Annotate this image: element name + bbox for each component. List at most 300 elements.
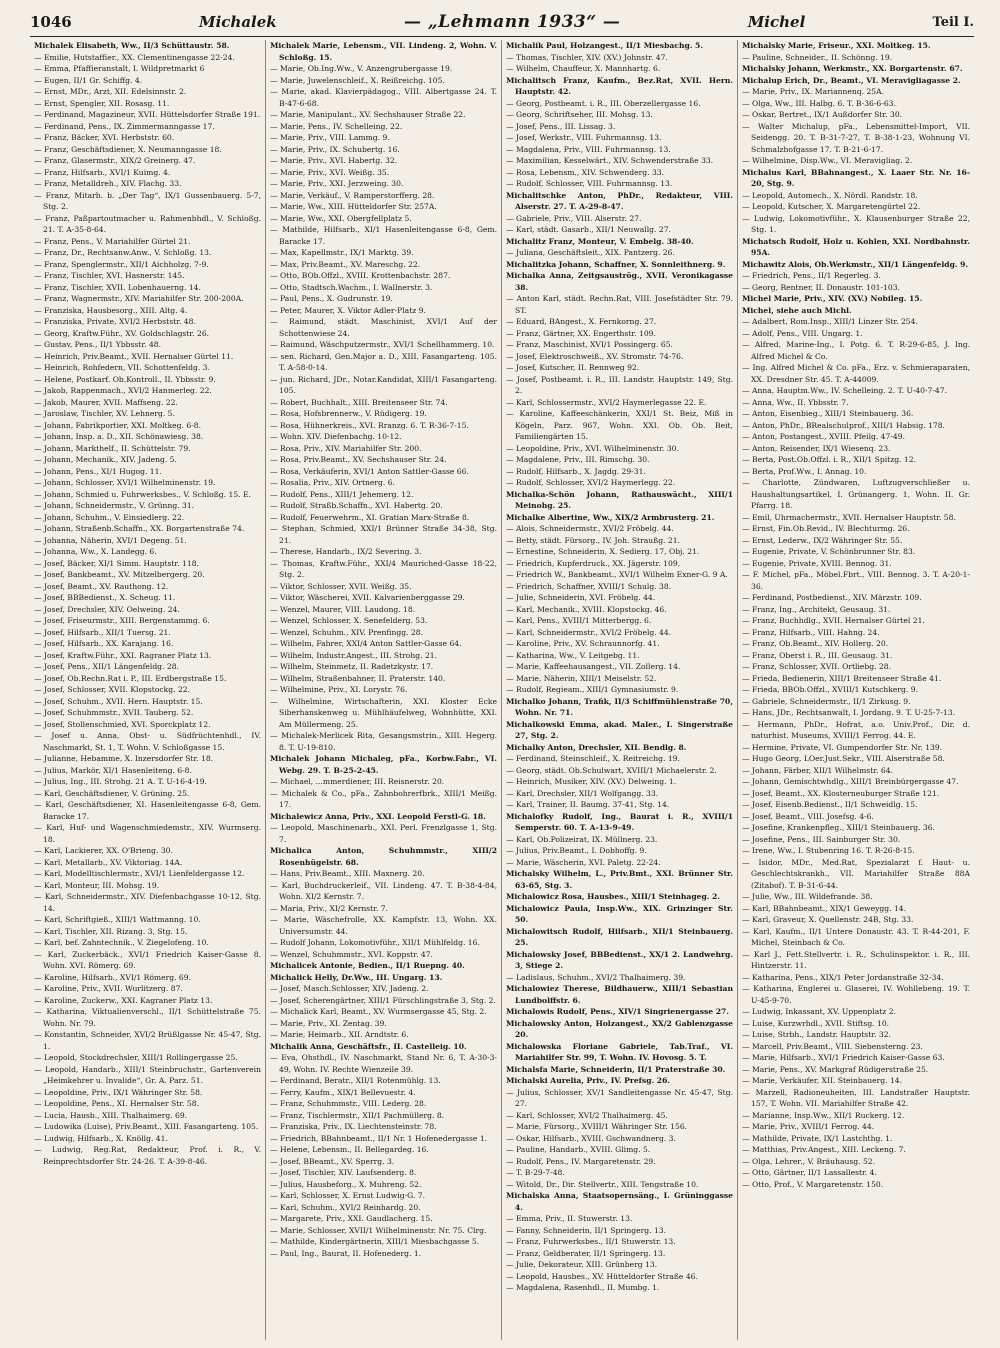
- directory-entry: — Matthias, Priv.Angest., XIII. Leckeng. 7.: [742, 1145, 906, 1154]
- directory-entry: — Magdalena, Rasenhdl., II. Mumbg. 1.: [506, 1283, 660, 1292]
- directory-entry: — Rudolf, Hilfsarb., X. Jagdg. 29-31.: [506, 466, 646, 476]
- directory-entry: — Franz, Metalldreh., XIV. Flachg. 33.: [34, 179, 182, 188]
- directory-entry: — Karl, Geschäftsdiener, V. Grüning. 25.: [34, 788, 190, 798]
- directory-entry: — Magdalene, Priv., III. Rimschg. 30.: [506, 455, 650, 464]
- directory-entry: — Otto, Prof., V. Margaretenstr. 150.: [742, 1179, 884, 1189]
- directory-entry: — Wilhelm, Straßenbahner, II. Praterstr. 140.: [270, 673, 446, 683]
- directory-entry: — Rudolf, Pens., IV. Margaretenstr. 29.: [506, 1156, 656, 1166]
- directory-entry: — Josef, Schuhm., XVII. Hern. Hauptstr. 15.: [34, 696, 203, 706]
- directory-entry: — Franz, Paßpartoutmacher u. Rahmenbhdl., V. Schloßg. 21. T. A-35-8-64.: [34, 213, 261, 234]
- directory-entry: — Leopold, Automech., X. Nördl. Randstr. 18.: [742, 190, 918, 200]
- directory-entry: — Josef, Pens., XII/1 Längenfeldg. 28.: [34, 662, 179, 671]
- directory-entry: — Josef, Eisenb.Bedienst., II/1 Schweidlg. 15.: [742, 800, 918, 809]
- directory-entry: — Marie, Hilfsarb., XVI/1 Friedrich Kaiser-Gasse 63.: [742, 1053, 945, 1062]
- directory-entry: — Anton, PhDr., BRealschulprof., XIII/1 Habsig. 178.: [742, 420, 945, 430]
- directory-entry: — Adolf, Pens., VIII. Ungarg. 1.: [742, 328, 863, 338]
- directory-entry: Michalko Johann, Trafik, II/3 Schiffmühlenstraße 70, Wohn. Nr. 71.: [506, 696, 733, 717]
- directory-entry: — Leopoldine, Pens., XI. Hernalser Str. 58.: [34, 1099, 199, 1108]
- part-label: Teil I.: [932, 14, 974, 30]
- directory-entry: — Karl, Schneidermstr., XIV. Diefenbachgasse 10-12, Stg. 14.: [34, 892, 261, 913]
- directory-entry: — Franz, Tischler, XVII. Lobenhauerng. 14.: [34, 282, 201, 292]
- directory-entry: — Olga, Lehrer., V. Bräuhausg. 52.: [742, 1156, 876, 1166]
- directory-entry: — Stephan, Schmied, XXI/1 Brünner Straße 34-38, Stg. 21.: [270, 524, 497, 545]
- directory-entry: — Max, Priv.Beamt., XV. Mareschg. 22.: [270, 259, 421, 269]
- directory-entry: Michalik Paul, Holzangest., II/1 Miesbachg. 5.: [506, 41, 703, 50]
- directory-entry: — Karl, Huf- und Wagenschmiedemstr., XIV. Wurmserg. 18.: [34, 823, 261, 844]
- directory-entry: — Franz, Buchhdlg., XVII. Hernalser Gürtel 21.: [742, 616, 925, 625]
- directory-entry: — Marie, Verkäuf., V. Ramperstorfferg. 28.: [270, 190, 435, 200]
- directory-entry: — Rudolf, Schlosser, XVI/2 Haymerlegg. 22.: [506, 478, 676, 487]
- directory-entry: — Julius, Markör, XI/1 Hasenleiteng. 6-8.: [34, 765, 192, 775]
- directory-entry: — Olga, Ww., III. Halbg. 6. T. B-36-6-63.: [742, 98, 896, 108]
- directory-entry: — Karl, Trainer, II. Baumg. 37-41, Stg. 14.: [506, 800, 670, 809]
- directory-entry: — Helene, Lebensm., II. Bellegardeg. 16.: [270, 1145, 429, 1154]
- directory-entry: — Jakob, Rappenmach., XVI/2 Hanmerleg. 22.: [34, 386, 212, 395]
- directory-entry: — Ludowika (Luise), Priv.Beamt., XIII. Fasangarteng. 105.: [34, 1122, 259, 1131]
- directory-entry: — Michalek-Merlicek Rita, Gesangsmstrin., XIII. Hegerg. 8. T. U-19-810.: [270, 731, 497, 752]
- directory-entry: — Leopold, Maschinenarb., XXI. Perl. Frenzlgasse 1, Stg. 7.: [270, 823, 497, 844]
- directory-entry: — Otto, Gärtner, II/1 Lassallestr. 4.: [742, 1168, 877, 1177]
- directory-entry: — Robert, Buchhalt., XIII. Breitenseer Str. 74.: [270, 397, 448, 407]
- directory-entry: — Karl, bef. Zahntechnik., V. Ziegelofeng. 10.: [34, 938, 209, 947]
- directory-entry: — Rudolf Johann, Lokomotivführ., XII/1 Mühlfeldg. 16.: [270, 938, 480, 947]
- directory-entry: — Karl, Lackierer, XX. O'Brieng. 30.: [34, 846, 173, 855]
- directory-entry: — Karoline, Priv., XV. Schraunnorfg. 41.: [506, 639, 660, 648]
- directory-entry: — Franz, Tischler, XVI. Hasnerstr. 145.: [34, 271, 185, 280]
- directory-entry: — Josef, Elektroschweiß., XV. Stromstr. 74-76.: [506, 351, 684, 361]
- directory-entry: — Wohn. XIV. Diefenbachg. 10-12.: [270, 432, 402, 441]
- directory-entry: — Rosalia, Priv., XIV. Ortnerg. 6.: [270, 478, 395, 487]
- directory-entry: — Karl, Drechsler, XII/1 Wolfgangg. 33.: [506, 788, 659, 798]
- directory-entry: — Franz, Gärtner, XX. Engerthstr. 109.: [506, 328, 656, 338]
- directory-entry: Michalowicz Rosa, Hausbes., XIII/1 Steinhageg. 2.: [506, 892, 720, 901]
- directory-entry: Michalicek Antonie, Bedien., II/1 Ruepng. 40.: [270, 961, 465, 970]
- directory-entry: — Franz, Wagnermstr., XIV. Mariahilfer Str. 200-200A.: [34, 294, 244, 303]
- right-headword: Michel: [747, 13, 806, 31]
- directory-entry: — Karl, Ob.Polizeirat, IX. Müllnerg. 23.: [506, 834, 658, 844]
- directory-entry: — Karl, Tischler, XII. Rizang. 3, Stg. 15.: [34, 926, 188, 936]
- directory-entry: — Gustav, Pens., II/1 Ybbsstr. 48.: [34, 340, 162, 349]
- directory-entry: — Michalick Karl, Beamt., XV. Wurmsergasse 45, Stg. 2.: [270, 1007, 487, 1016]
- directory-entry: — Lucia, Hausb., XIII. Thalhaimerg. 69.: [34, 1110, 188, 1120]
- directory-entry: — Pauline, Schneider., II. Schönng. 19.: [742, 52, 893, 62]
- directory-entry: — Karoline, Kaffeeschänkerin, XXI/1 St. Beiz, Miß in Kögeln, Parz. 967, Wohn. XXI. Ob. Ob. Beit, Familiengärten 15.: [506, 409, 733, 441]
- directory-entry: — Ernst, Spengler, XII. Rosasg. 11.: [34, 98, 170, 108]
- directory-entry: — Franz, Dr., Rechtsanw.Anw., V. Schloßg. 13.: [34, 248, 212, 257]
- directory-entry: — Charlotte, Zündwaren, Luftzugverschließer u. Haushaltungsartikel, I. Grünangerg. 1, Wohn. II. Gr. Pfarrg. 18.: [742, 478, 970, 510]
- directory-entry: — Thomas, Tischler, XIV. (XV.) Johnstr. 47.: [506, 52, 668, 62]
- directory-entry: — Karl, Buchdruckerleif., VII. Lindeng. 47. T. B-38-4-84, Wohn. XI/2 Kernstr. 7.: [270, 880, 497, 901]
- directory-entry: — Ferdinand, Magazineur, XVII. Hüttelsdorfer Straße 191.: [34, 110, 261, 119]
- directory-entry: Michalsfa Marie, Schneiderin, II/1 Praterstraße 30.: [506, 1064, 726, 1074]
- directory-entry: — Michalek & Co., pFa., Zahnbohrerfbrk., XIII/1 Meißg. 17.: [270, 788, 497, 809]
- directory-entry: — Marie, Priv., IX. Mariannenq. 25A.: [742, 87, 885, 96]
- directory-entry: — Karl, städt. Gasarb., XII/1 Neuwallg. 27.: [506, 225, 671, 234]
- directory-entry: — Anton, Eisenbieg., XIII/1 Steinbauerg. 36.: [742, 409, 914, 418]
- directory-entry: — Marie, Priv., VIII. Lammg. 9.: [270, 133, 390, 142]
- directory-entry: Michalowicz Paula, Insp.Ww., XIX. Grinzinger Str. 50.: [506, 903, 733, 924]
- directory-entry: — Luise, Kurzwrhdl., XVII. Stiftsg. 10.: [742, 1018, 890, 1028]
- directory-entry: Michalowis Rudolf, Pens., XIV/1 Singrienergasse 27.: [506, 1007, 729, 1016]
- directory-entry: — Karl, Schlosser, XVI/2 Thalhaimerg. 45.: [506, 1110, 668, 1120]
- directory-entry: Michalsky Wilhelm, L., Priv.Bmt., XXI. Brünner Str. 63-65, Stg. 3.: [506, 869, 733, 890]
- directory-entry: — Ludwig, Inkassant, XV. Uppenplatz 2.: [742, 1007, 896, 1016]
- directory-entry: Michalitzka Johann, Schaffner, X. Sonnleithnerg. 9.: [506, 259, 726, 269]
- directory-entry: — Raimund, Wäschputzermstr., XVI/1 Schellhammerg. 10.: [270, 340, 495, 349]
- directory-entry: — Karl, Monteur, III. Mohsg. 19.: [34, 880, 160, 890]
- directory-entry: Michalsky Marie, Friseur., XXI. Moltkeg. 15.: [742, 41, 931, 50]
- directory-entry: Michalofky Rudolf, Ing., Baurat i. R., XVIII/1 Semperstr. 60. T. A-13-9-49.: [506, 811, 733, 832]
- directory-entry: — Marie, Pens., IV. Schelleing. 22.: [270, 121, 403, 131]
- directory-entry: — Josef, Pens., III. Lissag. 3.: [506, 121, 616, 131]
- directory-entry: — Marie, akad. Klavierpädagog., VIII. Albertgasse 24. T. B-47-6-68.: [270, 87, 497, 108]
- directory-entry: Michalek Johann Michaleg, pFa., Korbw.Fabr., VI. Webg. 29. T. B-25-2-45.: [270, 754, 497, 775]
- directory-entry: — Karl, Zuckerbäck., XVI/1 Friedrich Kaiser-Gasse 8. Wohn. XVI. Römerg. 69.: [34, 949, 261, 970]
- directory-entry: — Marie, Fürsorg., XVIII/1 Währinger Str. 156.: [506, 1122, 688, 1131]
- directory-entry: — Johann, Färber, XII/1 Wilhelmstr. 64.: [742, 765, 893, 775]
- directory-entry: — Johann, Schneidermstr., V. Grünng. 31.: [34, 501, 195, 510]
- directory-entry: — Wilhelm, Fahrer, XXI/4 Anton Sattler-Gasse 64.: [270, 639, 462, 648]
- directory-entry: — Rosa, Priv.Beamt., XV. Sechshauser Str. 24.: [270, 455, 447, 464]
- directory-entry: — Hermann, PhDr., Hofrat, a.o. Univ.Prof., Dir. d. naturhist. Museums, XVIII/1 Ferrog. 44. E.: [742, 719, 970, 740]
- directory-entry: — T. B-29-7-48.: [506, 1168, 565, 1177]
- directory-entry: — Josef, Hilfsarb., XII/1 Tuersg. 21.: [34, 627, 171, 637]
- directory-entry: — Peter, Maurer, X. Viktor Adler-Platz 9.: [270, 305, 426, 315]
- directory-entry: — Katharina, Englerei u. Glaserei, IV. Wohllebeng. 19. T. U-45-9-70.: [742, 984, 970, 1005]
- directory-entry: — Ferdinand, Beratr., XII/1 Rotenmühlg. 13.: [270, 1076, 441, 1085]
- directory-entry: Michalowitsch Rudolf, Hilfsarb., XII/1 Steinbauerg. 25.: [506, 926, 733, 947]
- directory-entry: — Ernst, MDr., Arzt, XII. Edelsinnstr. 2.: [34, 87, 187, 96]
- directory-entry: — Pauline, Handarb., XVIII. Glimg. 5.: [506, 1145, 651, 1154]
- directory-entry: — Anton, Reisender, IX/1 Wiesenq. 23.: [742, 443, 891, 453]
- directory-entry: — Max, Kapellmstr., IX/1 Marktg. 39.: [270, 248, 414, 257]
- directory-entry: — Wilhelm, Steinmetz, II. Radetzkystr. 17.: [270, 662, 434, 671]
- directory-entry: — Gabriele, Priv., VIII. Alserstr. 27.: [506, 213, 642, 223]
- directory-entry: — Leopold, Handarb., XIII/1 Steinbruchstr., Gartenverein „Heimkehrer u. Invalide“, Gr. A. Parz. 51.: [34, 1064, 261, 1085]
- directory-entry: Michalitsch Franz, Kaufm., Bez.Rat, XVII. Hern. Hauptstr. 42.: [506, 75, 733, 96]
- directory-entry: — Anna, Ww., II. Ybbsstr. 7.: [742, 397, 849, 407]
- directory-entry: — Josef, Beamt., XV. Rauthong. 12.: [34, 581, 169, 591]
- directory-entry: — Leopold, Stockdrechsler, XIII/1 Rollingergasse 25.: [34, 1053, 238, 1062]
- directory-entry: — Franz, Spenglermstr., XII/1 Aichholzg. 7-9.: [34, 259, 209, 269]
- directory-entry: — Josef, BBBedienst., X. Scheug. 11.: [34, 593, 176, 602]
- directory-entry: — Franz, Schuhmmstr., VIII. Lederg. 28.: [270, 1099, 427, 1108]
- directory-entry: — Eugenie, Private, V. Schönbrunner Str. 83.: [742, 547, 916, 556]
- directory-entry: — Josef, Schuhmmstr., XVII. Tauberg. 52.: [34, 708, 194, 717]
- directory-entry: — Margarete, Priv., XXI. Gaudlacherg. 15.: [270, 1214, 433, 1223]
- directory-entry: Michalick Helly, Dr.Ww., III. Ungarg. 13.: [270, 972, 443, 982]
- directory-entry: — Johann, Gemischtwhdlg., XIII/1 Breinbürgergasse 47.: [742, 777, 959, 786]
- directory-entry: — Karl J., Fett.Stellvertr. i. R., Schulinspektor. i. R., III. Hintzerstr. 11.: [742, 949, 970, 970]
- directory-entry: Michalkowski Emma, akad. Maler., I. Singerstraße 27, Stg. 2.: [506, 719, 733, 740]
- directory-entry: — Wenzel, Schlosser, X. Senefelderg. 53.: [270, 616, 428, 625]
- directory-entry: — Witold, Dr., Dir. Stellvertr., XIII. Tengstraße 10.: [506, 1179, 699, 1189]
- directory-entry: — Franz, Bäcker, XVI. Herbststr. 60.: [34, 133, 175, 142]
- directory-entry: — Gabriele, Schneidermstr., II/1 Zirkusg. 9.: [742, 696, 911, 706]
- directory-entry: — Josef, Stollenschmied, XVI. Sporckplatz 12.: [34, 719, 211, 729]
- directory-entry: — Leopold, Hausbes., XV. Hütteldorfer Straße 46.: [506, 1271, 698, 1281]
- directory-entry: — Josef, Bankbeamt., XV. Mitzelbergerg. 20.: [34, 570, 205, 579]
- directory-entry: — Karl, Modelltischlermstr., XVI/1 Lienfeldergasse 12.: [34, 869, 245, 878]
- directory-entry: — Josef, Beamt., XX. Klosterneuburger Straße 121.: [742, 788, 940, 798]
- directory-entry: — Friedrich, Schaffner, XVIII/1 Schulg. 38.: [506, 581, 672, 591]
- directory-entry: — Johann, Fabrikportier, XXI. Moltkeg. 6-8.: [34, 420, 202, 430]
- directory-entry: — jun. Richard, JDr., Notar.Kandidat, XIII/1 Fasangarteng. 105.: [270, 374, 497, 395]
- directory-entry: — Josef u. Anna, Obst- u. Südfrüchtenhdl., IV. Naschmarkt, St. 1, T. Wohn. V. Schloßgasse 15.: [34, 731, 261, 752]
- directory-entry: — Franz, Hilfsarb., XVI/1 Kuimg. 4.: [34, 167, 171, 177]
- directory-title: — „Lehmann 1933“ —: [403, 12, 621, 32]
- directory-entry: — Marie, Heimarb., XII. Arndtstr. 6.: [270, 1030, 409, 1039]
- directory-entry: — Georg, Postbeamt. i. R., III. Oberzellergasse 16.: [506, 98, 701, 108]
- directory-entry: — Eugenie, Private, XVIII. Bennog. 31.: [742, 558, 892, 568]
- directory-entry: — Marie, Priv., XI. Zentag. 39.: [270, 1018, 387, 1028]
- directory-entry: — Friedrich W., Bankbeamt., XVI/1 Wilhelm Exner-G. 9 A.: [506, 570, 728, 579]
- directory-entry: Michalowsky Josef, BBBedienst., XX/1 2. Landwehrg. 3, Stiege 2.: [506, 949, 733, 970]
- directory-entry: — Franz, Hilfsarb., VIII. Hahng. 24.: [742, 627, 880, 637]
- directory-entry: Michel, siehe auch Michl.: [742, 305, 852, 315]
- directory-entry: — Ludwig, Hilfsarb., X. Knöllg. 41.: [34, 1133, 168, 1143]
- directory-entry: — Karl, Schriftgieß., XIII/1 Wattmanng. 10.: [34, 915, 201, 924]
- directory-entry: — Josefine, Krankenpfleg., XIII/1 Steinbauerg. 36.: [742, 823, 935, 832]
- directory-entry: Michalup Erich, Dr., Beamt., VI. Meravigliagasse 2.: [742, 75, 961, 85]
- directory-entry: — Rudolf, Straßb.Schaffn., XVI. Habertg. 20.: [270, 501, 443, 510]
- directory-entry: — Josef, Hilfsarb., XX. Karajang. 16.: [34, 639, 174, 648]
- directory-entry: — Rosa, Hühnerkreis., XVI. Rranzg. 6. T. R-36-7-15.: [270, 420, 469, 430]
- directory-entry: — Friedrich, Kupferdruck., XX. Jägerstr. 109.: [506, 558, 681, 568]
- directory-entry: — Marie, Ww., XXI. Obergfellplatz 5.: [270, 213, 412, 223]
- directory-entry: — Rudolf, Regieam., XIII/1 Gymnasiumstr. 9.: [506, 685, 679, 694]
- directory-entry: — Anton, Postangest., XVIII. Pfeilg. 47-49.: [742, 432, 905, 441]
- directory-entry: — Marie, Juwelenschleif., X. Reißreichg. 105.: [270, 75, 445, 85]
- directory-entry: — Franziska, Priv., IX. Liechtensteinstr. 78.: [270, 1122, 437, 1131]
- directory-entry: — Josefine, Pens., III. Sainburger Str. 30.: [742, 834, 901, 844]
- directory-entry: — Rudolf, Schlosser, VIII. Fuhrmannsg. 13.: [506, 179, 673, 188]
- directory-entry: — Josef, Bäcker, XI/1 Simm. Hauptstr. 118.: [34, 558, 199, 568]
- directory-entry: — Josef, Werkstr., VIII. Fuhrmannsg. 13.: [506, 133, 662, 142]
- directory-entry: — Otto, BOb.Offzl., XVIII. Krottenbachstr. 287.: [270, 271, 451, 280]
- directory-entry: — Marie, Verkäufer, XII. Steinbauerg. 14.: [742, 1076, 903, 1085]
- directory-columns: [30, 40, 974, 1340]
- directory-entry: — Ferry, Kaufm., XIX/1 Bellevuestr. 4.: [270, 1087, 416, 1097]
- directory-entry: — Jakob, Maurer, XVII. Maffseng. 22.: [34, 397, 178, 407]
- directory-entry: — Marie, Ww., XIII. Hütteldorfer Str. 257A.: [270, 202, 437, 211]
- directory-entry: — Heinrich, Musiker, XIV. (XV.) Delweing. 1.: [506, 777, 677, 786]
- directory-entry: — Franz, Maschinist, XVI/1 Possingerg. 65.: [506, 340, 673, 349]
- directory-entry: — Karl, Mechanik., XVIII. Klopstockg. 46.: [506, 604, 667, 614]
- directory-entry: — Georg, Rentner, II. Donaustr. 101-103.: [742, 282, 900, 292]
- directory-entry: Michalek Elisabeth, Ww., II/3 Schüttaustr. 58.: [34, 41, 230, 50]
- directory-entry: — Wilhelm, Industr.Angest., III. Strohg. 21.: [270, 650, 438, 660]
- directory-entry: Michalsky Johann, Werkmstr., XX. Borgartenstr. 67.: [742, 64, 963, 73]
- directory-entry: — Irene, Ww., I. Stubenring 16. T. R-26-8-15.: [742, 846, 915, 855]
- directory-entry: — Raimund, städt. Maschinist, XVI/1 Auf der Schottenwiese 24.: [270, 317, 497, 338]
- directory-entry: — Adalbert, Rom.Insp., XIII/1 Linzer Str. 254.: [742, 317, 918, 326]
- directory-entry: — Luise, Strbh., Landstr. Hauptstr. 32.: [742, 1030, 891, 1039]
- directory-entry: — Marie, Pens., XV. Markgraf Rüdigerstraße 25.: [742, 1064, 929, 1074]
- directory-entry: — Marie, Priv., XVI. Habertg. 32.: [270, 156, 398, 165]
- directory-entry: — Heinrich, Rohfedern, VII. Schottenfeldg. 3.: [34, 363, 210, 372]
- directory-entry: — Josef, Postbeamt. i. R., III. Landstr. Hauptstr. 149, Stg. 2.: [506, 374, 733, 395]
- directory-entry: — Franz, Ob.Beamt., XIV. Hollerg. 20.: [742, 639, 889, 648]
- directory-entry: — Viktor, Schlosser, XVII. Weißg. 35.: [270, 581, 412, 591]
- directory-entry: — Marie, Priv., XXI. Jerzweing. 30.: [270, 179, 404, 188]
- directory-entry: — Josef, Scherengärtner, XIII/1 Fürschlingstraße 3, Stg. 2.: [270, 995, 496, 1005]
- directory-entry: — Franziska, Private, XVI/2 Herbststr. 48.: [34, 317, 196, 326]
- directory-entry: — Alfred, Marine-Ing., I. Potg. 6. T. R-29-6-85, J. Ing. Alfred Michel & Co.: [742, 340, 970, 361]
- directory-entry: — Paul, Pens., X. Gudrunstr. 19.: [270, 294, 393, 303]
- directory-entry: Michalitz Franz, Monteur, V. Embelg. 38-40.: [506, 236, 694, 246]
- directory-entry: — Johanna, Ww., X. Landegg. 6.: [34, 547, 157, 556]
- directory-entry: — Franz, Pens., V. Mariahilfer Gürtel 21.: [34, 236, 191, 246]
- directory-entry: — Marie, Priv., IX. Schubertg. 16.: [270, 144, 400, 154]
- directory-entry: — Frieda, BBOb.Offzl., XVIII/1 Kutschkerg. 9.: [742, 685, 918, 694]
- directory-entry: — Wilhelmine, Priv., XI. Lorystr. 76.: [270, 685, 408, 694]
- directory-entry: — Josef, Tischler, XIV. Laufsenderg. 8.: [270, 1168, 417, 1177]
- directory-entry: — Karl, Graveur, X. Quellenstr. 24B, Stg. 33.: [742, 915, 914, 924]
- directory-entry: — Ernestine, Schneiderin, X. Sedierg. 17, Obj. 21.: [506, 547, 700, 556]
- directory-entry: — Karl, Geschäftsdiener, XI. Hasenleitengasse 6-8, Gem. Baracke 17.: [34, 800, 261, 821]
- directory-entry: — Julius, Hausbeforg., X. Muhreng. 52.: [270, 1179, 422, 1189]
- directory-entry: — Wilhelmine, Wirtschafterin, XXI. Kloster Ecke Siberhanskenweg u. Mühlhäufelweg, Wohnhütte, XXI. Am Müllermeng. 25.: [270, 696, 497, 729]
- directory-entry: — Helene, Postkarf. Ob.Kontroll., II. Ybbsstr. 9.: [34, 374, 216, 384]
- directory-entry: — Ferdinand, Postbedienst., XIV. Märzstr. 109.: [742, 593, 922, 602]
- directory-column: [502, 40, 738, 1340]
- directory-entry: — Marcell, Priv.Beamt., VIII. Siebensterng. 23.: [742, 1041, 923, 1051]
- directory-entry: Michalus Karl, BBahnangest., X. Laaer Str. Nr. 16-20, Stg. 9.: [742, 167, 970, 188]
- directory-entry: — Viktor, Wäscherei, XVII. Kalvarienberggasse 29.: [270, 593, 465, 602]
- directory-entry: — Julius, Priv.Beamt., I. Dobhoffg. 9.: [506, 846, 647, 855]
- directory-entry: — Georg, Schriftseher, III. Mohsg. 13.: [506, 110, 653, 119]
- directory-entry: Michalka-Schön Johann, Rathauswächt., XIII/1 Meinohg. 25.: [506, 489, 733, 510]
- directory-entry: — Marianne, Insp.Ww., XII/1 Ruckerg. 12.: [742, 1110, 905, 1120]
- directory-entry: — Julius, Ing., III. Strohg. 21 A. T. U-16-4-19.: [34, 777, 207, 786]
- directory-entry: Michawitz Alois, Ob.Werkmstr., XII/1 Längenfeldg. 9.: [742, 259, 969, 269]
- directory-entry: — Ferdinand, Pens., IX. Zimmermanngasse 17.: [34, 121, 215, 131]
- directory-entry: — Karl, Schneidermstr., XVI/2 Fröbelg. 44.: [506, 627, 672, 637]
- directory-entry: — Franziska, Hausbesorg., XIII. Altg. 4.: [34, 305, 188, 315]
- directory-entry: — Karoline, Hilfsarb., XVI/1 Römerg. 69.: [34, 972, 191, 982]
- directory-entry: — Heinrich, Priv.Beamt., XVII. Hernalser Gürtel 11.: [34, 351, 234, 361]
- directory-entry: — Anna, Hauptm.Ww., IV. Schelleing. 2. T. U-40-7-47.: [742, 386, 947, 395]
- directory-entry: — Emil, Uhrmachermstr., XVII. Hernalser Hauptstr. 58.: [742, 512, 956, 522]
- directory-entry: — Marie, Priv., XVIII/1 Ferrog. 44.: [742, 1122, 875, 1131]
- directory-entry: — Frieda, Bedienerin, XIII/1 Breitenseer Straße 41.: [742, 673, 942, 683]
- directory-entry: — Johanna, Näherin, XVI/1 Degeng. 51.: [34, 535, 187, 545]
- directory-entry: — Julie, Schneiderin, XVI. Fröbelg. 44.: [506, 593, 656, 602]
- directory-entry: — Josef, Drechsler, XIV. Oelweing. 24.: [34, 604, 180, 614]
- directory-entry: — Franz, Mitarb. b. „Der Tag“, IX/1 Gussenbauerg. 5-7, Stg. 2.: [34, 190, 261, 211]
- directory-entry: — Marzell, Radioneuheiten, III. Landstraßer Hauptstr. 157, T. Wohn. VII. Mariahilfer Straße 42.: [742, 1087, 970, 1108]
- directory-entry: — Johann, Mechanik., XIV. Jadeng. 5.: [34, 455, 177, 464]
- directory-entry: — Franz, Geschäftsdiener, X. Neumanngasse 18.: [34, 144, 222, 154]
- directory-entry: — Mathilde, Hilfsarb., XI/1 Hasenleitengasse 6-8, Gem. Baracke 17.: [270, 225, 497, 246]
- directory-entry: Michalica Anton, Schuhmmstr., XIII/2 Rosenhügelstr. 68.: [270, 846, 497, 867]
- directory-entry: Michatsch Rudolf, Holz u. Kohlen, XXI. Nordbahnstr. 95A.: [742, 236, 970, 257]
- directory-entry: — Hermine, Private, VI. Gumpendorfer Str. Nr. 139.: [742, 742, 943, 752]
- directory-entry: — Karl, Schlosser, X. Ernst Ludwig-G. 7.: [270, 1191, 426, 1200]
- directory-entry: — Marie, Ob.Ing.Ww., V. Anzengrubergasse 19.: [270, 64, 453, 73]
- directory-entry: — Josef, Masch.Schlosser, XIV. Jadeng. 2.: [270, 984, 429, 993]
- directory-entry: — Konstantin, Schneider, XVI/2 Brüßlgasse Nr. 45-47, Stg. 1.: [34, 1030, 261, 1051]
- directory-entry: — Eugen, II/1 Gr. Schiffg. 4.: [34, 75, 143, 85]
- directory-entry: — Julius, Schlosser, XV/1 Sandleitengasse Nr. 45-47, Stg. 27.: [506, 1087, 733, 1108]
- directory-entry: — Karl, Kaufm., II/1 Untere Donaustr. 43. T. R-44-201, F. Michel, Steinbach & Co.: [742, 926, 970, 947]
- directory-entry: — Rosa, Priv., XIV. Mariahilfer Str. 200.: [270, 443, 422, 453]
- directory-entry: — Johann, Straßenb.Schaffn., XX. Borgartenstraße 74.: [34, 524, 245, 533]
- directory-entry: — Emma, Pfaffieranstalt, I. Wildpretmarkt 6: [34, 64, 205, 73]
- directory-entry: — Marie, Kaffeehausangest., VII. Zollerg. 14.: [506, 662, 681, 671]
- directory-entry: Michalitschke Anton, PhDr., Redakteur, VIII. Alserstr. 27. T. A-29-8-47.: [506, 190, 733, 211]
- directory-entry: — Marie, Wäscherin, XVI. Paletg. 22-24.: [506, 857, 661, 867]
- directory-entry: Michalowiez Therese, Bildhauerw., XIII/1 Sebastian Lundbolffstr. 6.: [506, 984, 733, 1005]
- directory-entry: — Johann, Schuhm., V. Einsiedlerg. 22.: [34, 512, 185, 522]
- directory-entry: — Oskar, Hilfsarb., XVIII. Gschwandnerg. 3.: [506, 1133, 676, 1143]
- left-headword: Michalek: [199, 13, 277, 31]
- directory-entry: — Ernst, Fin.Ob.Revid., IV. Blechturmg. 26.: [742, 524, 910, 533]
- directory-entry: — Julianne, Hebamme, X. Inzersdorfer Str. 18.: [34, 754, 214, 763]
- directory-entry: Michalska Anna, Staatsopernsäng., I. Grüninggasse 4.: [506, 1191, 733, 1212]
- directory-entry: — Josef, Beamt., VIII. Josefsg. 4-6.: [742, 811, 874, 821]
- directory-entry: — Josef, Kutscher, II. Rennweg 92.: [506, 363, 640, 372]
- directory-entry: — Ladislaus, Schuhm., XVI/2 Thalhaimerg. 39.: [506, 972, 686, 982]
- directory-entry: — Karl, Metallarb., XV. Viktoriag. 14A.: [34, 857, 183, 867]
- directory-entry: — Johann, Schmied u. Fuhrwerksbes., V. Schloßg. 15. E.: [34, 489, 251, 499]
- directory-entry: — Leopoldine, Priv., IX/1 Währinger Str. 58.: [34, 1087, 203, 1097]
- directory-entry: — Leopoldine, Priv., XVI. Wilhelminenstr. 30.: [506, 443, 679, 453]
- directory-entry: — Leopold, Kutscher, X. Margaretengürtel 22.: [742, 202, 921, 211]
- directory-entry: — Franz, Schlosser, XVII. Ortliebg. 28.: [742, 662, 892, 671]
- directory-entry: — Michael, ...mmerdiener, III. Reisnerstr. 20.: [270, 777, 445, 786]
- directory-entry: — Rudolf, Feuerwehrm., XI. Gratian Marx-Straße 8.: [270, 512, 470, 522]
- directory-entry: — Franz, Fuhrwerksbes., II/1 Stuwerstr. 13.: [506, 1237, 676, 1246]
- directory-entry: — Katharina, Ww., V. Leitgebg. 11.: [506, 650, 640, 660]
- directory-entry: — Karl, Schuhm., XVI/2 Reinhardg. 20.: [270, 1202, 421, 1212]
- directory-entry: — Walter Michalup, pFa., Lebensmittel-Import, VII. Seidengg. 20. T. B-31-7-27, T. B-38-1-23, Wohnung VI. Schmalzhofgasse 17. T. B-21-6-17.: [742, 121, 970, 154]
- directory-entry: — Franz, Geldberater, II/1 Springerg. 13.: [506, 1248, 666, 1258]
- page-number: 1046: [30, 13, 72, 31]
- directory-entry: — Wenzel, Maurer, VIII. Laudong. 18.: [270, 604, 416, 614]
- directory-entry: — Johann, Pens., XI/1 Hugog. 11.: [34, 466, 162, 476]
- directory-entry: — Oskar, Bertret., IX/1 Außdorfer Str. 30.: [742, 110, 903, 119]
- directory-entry: — Wilhelmine, Disp.Ww., VI. Meravigliag. 2.: [742, 156, 913, 165]
- directory-entry: — Katharina, Viktualienverschl., II/1 Schüttelstraße 75. Wohn. Nr. 79.: [34, 1007, 261, 1028]
- directory-column: [30, 40, 266, 1340]
- directory-entry: — Hans, JDr., Rechtsanwalt, I. Jordang. 9. T. U-25-7-13.: [742, 708, 956, 717]
- directory-entry: — Karl, BBahnbeamt., XIX/1 Geweygg. 14.: [742, 903, 907, 913]
- directory-entry: — Karl, Schlossermstr., XVI/2 Haymerlegasse 22. E.: [506, 397, 707, 407]
- directory-entry: — Ludwig, Lokomotivführ., X. Klausenburger Straße 22, Stg. 1.: [742, 213, 970, 234]
- directory-entry: — Karoline, Zuckerw., XXI. Kagraner Platz 13.: [34, 995, 213, 1005]
- directory-entry: — Emilie, Hutstaffier., XX. Clementinengasse 22-24.: [34, 52, 235, 62]
- directory-entry: — Magdalena, Priv., VIII. Fuhrmannsg. 13.: [506, 144, 671, 154]
- directory-entry: — Josef, Kraftw.Führ., XXI. Ragraner Platz 13.: [34, 650, 212, 660]
- directory-entry: — Friedrich, BBahnbeamt., II/1 Nr. 1 Hofenedergasse 1.: [270, 1133, 488, 1143]
- directory-entry: Michalik Anna, Geschäftsfr., II. Castelleig. 10.: [270, 1041, 467, 1051]
- directory-entry: — Rosa, Hofsbrennerw., V. Rüdigerg. 19.: [270, 409, 427, 418]
- directory-entry: — Jaroslaw, Tischler, XV. Lehnerg. 5.: [34, 409, 175, 418]
- directory-entry: — Franz, Glasermstr., XIX/2 Greinerg. 47.: [34, 156, 196, 165]
- directory-entry: — Marie, Wäschefrolle, XX. Kampfstr. 13, Wohn. XX. Universumstr. 44.: [270, 915, 497, 936]
- directory-entry: — Mathilde, Private, IX/1 Lastchthg. 1.: [742, 1133, 893, 1143]
- directory-entry: — Marie, Näherin, XIII/1 Meiselstr. 52.: [506, 673, 657, 683]
- directory-entry: — Rosa, Verkäuferin, XVI/1 Anton Sattler-Gasse 66.: [270, 466, 469, 476]
- directory-entry: — Alois, Schneidermstr., XVI/2 Fröbelg. 44.: [506, 524, 674, 533]
- directory-entry: — Franz, Oberst i. R., III. Geusaug. 31.: [742, 650, 893, 660]
- directory-entry: — Mathilde, Kindergärtnerin, XIII/1 Miesbachgasse 5.: [270, 1237, 480, 1246]
- directory-entry: — Katharina, Pens., XIX/1 Peter Jordanstraße 32-34.: [742, 972, 944, 982]
- directory-entry: — Ernst, Lederw., IX/2 Währinger Str. 55.: [742, 535, 903, 545]
- directory-entry: — Josef, Schlosser, XVII. Klopstockg. 22.: [34, 685, 191, 694]
